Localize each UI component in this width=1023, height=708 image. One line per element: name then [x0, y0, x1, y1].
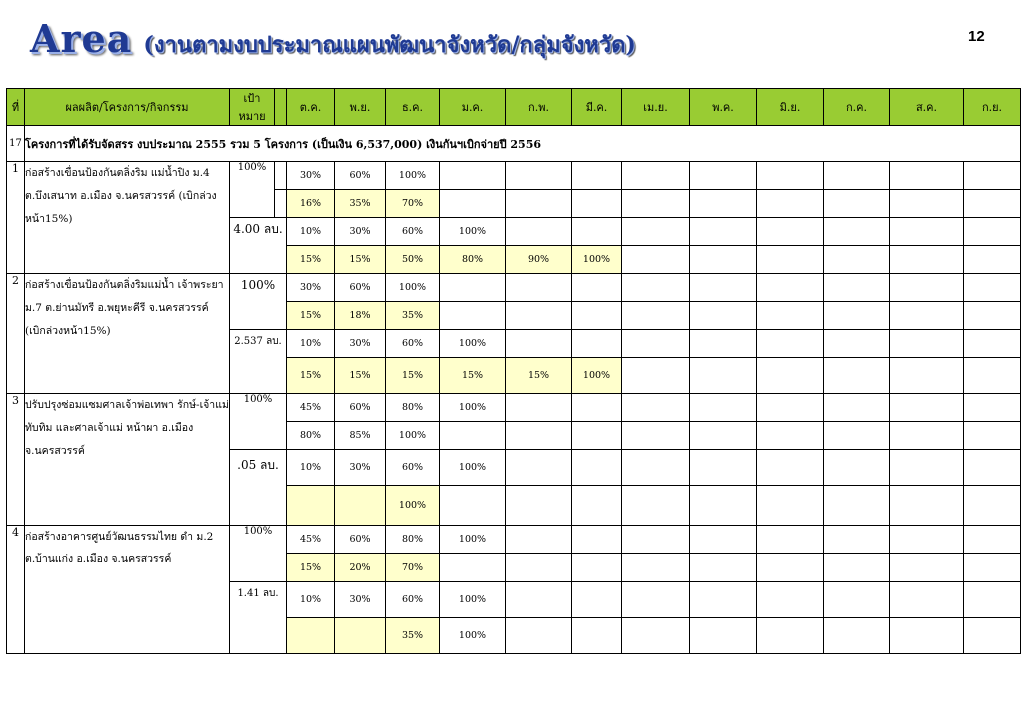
- plan-cell: 60%: [335, 526, 386, 554]
- result-cell: 18%: [335, 302, 386, 330]
- plan-cell: 30%: [287, 274, 335, 302]
- result-cell: 100%: [572, 246, 622, 274]
- result-cell: 15%: [287, 358, 335, 394]
- target-budget: 2.537 ลบ.: [230, 330, 287, 394]
- plan-cell: 30%: [335, 450, 386, 486]
- plan-cell: 30%: [335, 218, 386, 246]
- result-cell: 15%: [335, 246, 386, 274]
- section-row: [7, 126, 1021, 162]
- column-header: ส.ค.: [890, 89, 964, 126]
- plan-cell: 10%: [287, 330, 335, 358]
- project-number: 1: [7, 162, 25, 274]
- target-budget: 1.41 ลบ.: [230, 582, 287, 654]
- plan-cell: 45%: [287, 526, 335, 554]
- column-header: ธ.ค.: [386, 89, 440, 126]
- slide-title: [30, 16, 636, 62]
- result-cell: [287, 618, 335, 654]
- result-cell: 90%: [506, 246, 572, 274]
- plan-cell: 100%: [440, 218, 506, 246]
- plan-cell: 100%: [440, 394, 506, 422]
- section-number: 17: [7, 126, 25, 162]
- project-plan-table: [6, 88, 1021, 654]
- result-cell: 70%: [386, 554, 440, 582]
- column-header: เม.ย.: [622, 89, 690, 126]
- result-cell: 20%: [335, 554, 386, 582]
- plan-cell: 60%: [335, 162, 386, 190]
- plan-cell: 60%: [335, 274, 386, 302]
- column-header: ต.ค.: [287, 89, 335, 126]
- plan-cell: 100%: [440, 450, 506, 486]
- project-name: ก่อสร้างอาคารศูนย์วัฒนธรรมไทย ดำ ม.2 ต.บ้านแก่ง อ.เมือง จ.นครสวรรค์: [25, 526, 230, 654]
- target-physical: 100%: [230, 274, 287, 330]
- plan-cell: 45%: [287, 394, 335, 422]
- plan-cell: 30%: [335, 330, 386, 358]
- column-header: ม.ค.: [440, 89, 506, 126]
- result-cell: 15%: [506, 358, 572, 394]
- target-physical: 100%: [230, 162, 275, 218]
- title-subtitle: (งานตามงบประมาณแผนพัฒนาจังหวัด/กลุ่มจังหวัด): [143, 32, 636, 58]
- column-header: ผลผลิต/โครงการ/กิจกรรม: [25, 89, 230, 126]
- project-name: ก่อสร้างเขื่อนป้องกันตลิ่งริม แม่น้ำปิง ม.4 ต.บึงเสนาท อ.เมือง จ.นครสวรรค์ (เบิกล่วงหน้า15%): [25, 162, 230, 274]
- result-cell: 100%: [386, 422, 440, 450]
- plan-cell: 10%: [287, 582, 335, 618]
- column-header: มิ.ย.: [757, 89, 824, 126]
- table-header-row: [7, 89, 1021, 126]
- result-cell: [287, 486, 335, 526]
- target-physical: 100%: [230, 526, 287, 582]
- plan-cell: 80%: [386, 394, 440, 422]
- project-name: ปรับปรุงซ่อมแซมศาลเจ้าพ่อเทพา รักษ์-เจ้าแม่ทับทิม และศาลเจ้าแม่ หน้าผา อ.เมือง จ.นครสวรรค์: [25, 394, 230, 526]
- plan-cell: 10%: [287, 450, 335, 486]
- result-cell: 15%: [386, 358, 440, 394]
- plan-cell: 100%: [440, 526, 506, 554]
- result-cell: 100%: [440, 618, 506, 654]
- result-cell: 85%: [335, 422, 386, 450]
- result-cell: 16%: [287, 190, 335, 218]
- table-row: [7, 162, 1021, 190]
- page-number: 12: [968, 28, 985, 45]
- result-cell: 15%: [287, 554, 335, 582]
- result-cell: 100%: [386, 486, 440, 526]
- plan-cell: 60%: [386, 218, 440, 246]
- plan-cell: 100%: [386, 274, 440, 302]
- plan-cell: 30%: [287, 162, 335, 190]
- column-header: เป้าหมาย: [230, 89, 275, 126]
- result-cell: 35%: [386, 618, 440, 654]
- plan-cell: 60%: [386, 330, 440, 358]
- result-cell: [335, 618, 386, 654]
- plan-cell: 60%: [335, 394, 386, 422]
- result-cell: 70%: [386, 190, 440, 218]
- project-number: 3: [7, 394, 25, 526]
- column-header: ก.ค.: [824, 89, 890, 126]
- target-budget: 4.00 ลบ.: [230, 218, 287, 274]
- plan-cell: 100%: [386, 162, 440, 190]
- plan-cell: 100%: [440, 330, 506, 358]
- section-label: โครงการที่ได้รับจัดสรร งบประมาณ 2555 รวม 5 โครงการ (เป็นเงิน 6,537,000) เงินกันฯเบิกจ่ายปี 2556: [25, 126, 1021, 162]
- column-header: พ.ย.: [335, 89, 386, 126]
- plan-cell: 10%: [287, 218, 335, 246]
- project-number: 4: [7, 526, 25, 654]
- plan-cell: 100%: [440, 582, 506, 618]
- result-cell: 15%: [335, 358, 386, 394]
- result-cell: 35%: [386, 302, 440, 330]
- result-cell: 15%: [287, 246, 335, 274]
- title-main: Area: [30, 16, 133, 61]
- column-header: ก.พ.: [506, 89, 572, 126]
- column-header: ที่: [7, 89, 25, 126]
- column-header: พ.ค.: [690, 89, 757, 126]
- table-row: [7, 274, 1021, 302]
- plan-cell: 60%: [386, 450, 440, 486]
- plan-cell: 60%: [386, 582, 440, 618]
- result-cell: [335, 486, 386, 526]
- table-row: [7, 526, 1021, 554]
- column-spacer: [275, 89, 287, 126]
- column-header: มี.ค.: [572, 89, 622, 126]
- result-cell: 80%: [287, 422, 335, 450]
- project-number: 2: [7, 274, 25, 394]
- result-cell: 80%: [440, 246, 506, 274]
- result-cell: 15%: [440, 358, 506, 394]
- result-cell: 35%: [335, 190, 386, 218]
- target-budget: .05 ลบ.: [230, 450, 287, 526]
- table-row: [7, 394, 1021, 422]
- result-cell: 15%: [287, 302, 335, 330]
- plan-cell: 30%: [335, 582, 386, 618]
- column-header: ก.ย.: [964, 89, 1021, 126]
- plan-cell: 80%: [386, 526, 440, 554]
- target-physical: 100%: [230, 394, 287, 450]
- result-cell: 100%: [572, 358, 622, 394]
- project-name: ก่อสร้างเขื่อนป้องกันตลิ่งริมแม่น้ำ เจ้าพระยา ม.7 ต.ย่านมัทรี อ.พยุหะคีรี จ.นครสวรรค์ (เบิกล่วงหน้า15%): [25, 274, 230, 394]
- result-cell: 50%: [386, 246, 440, 274]
